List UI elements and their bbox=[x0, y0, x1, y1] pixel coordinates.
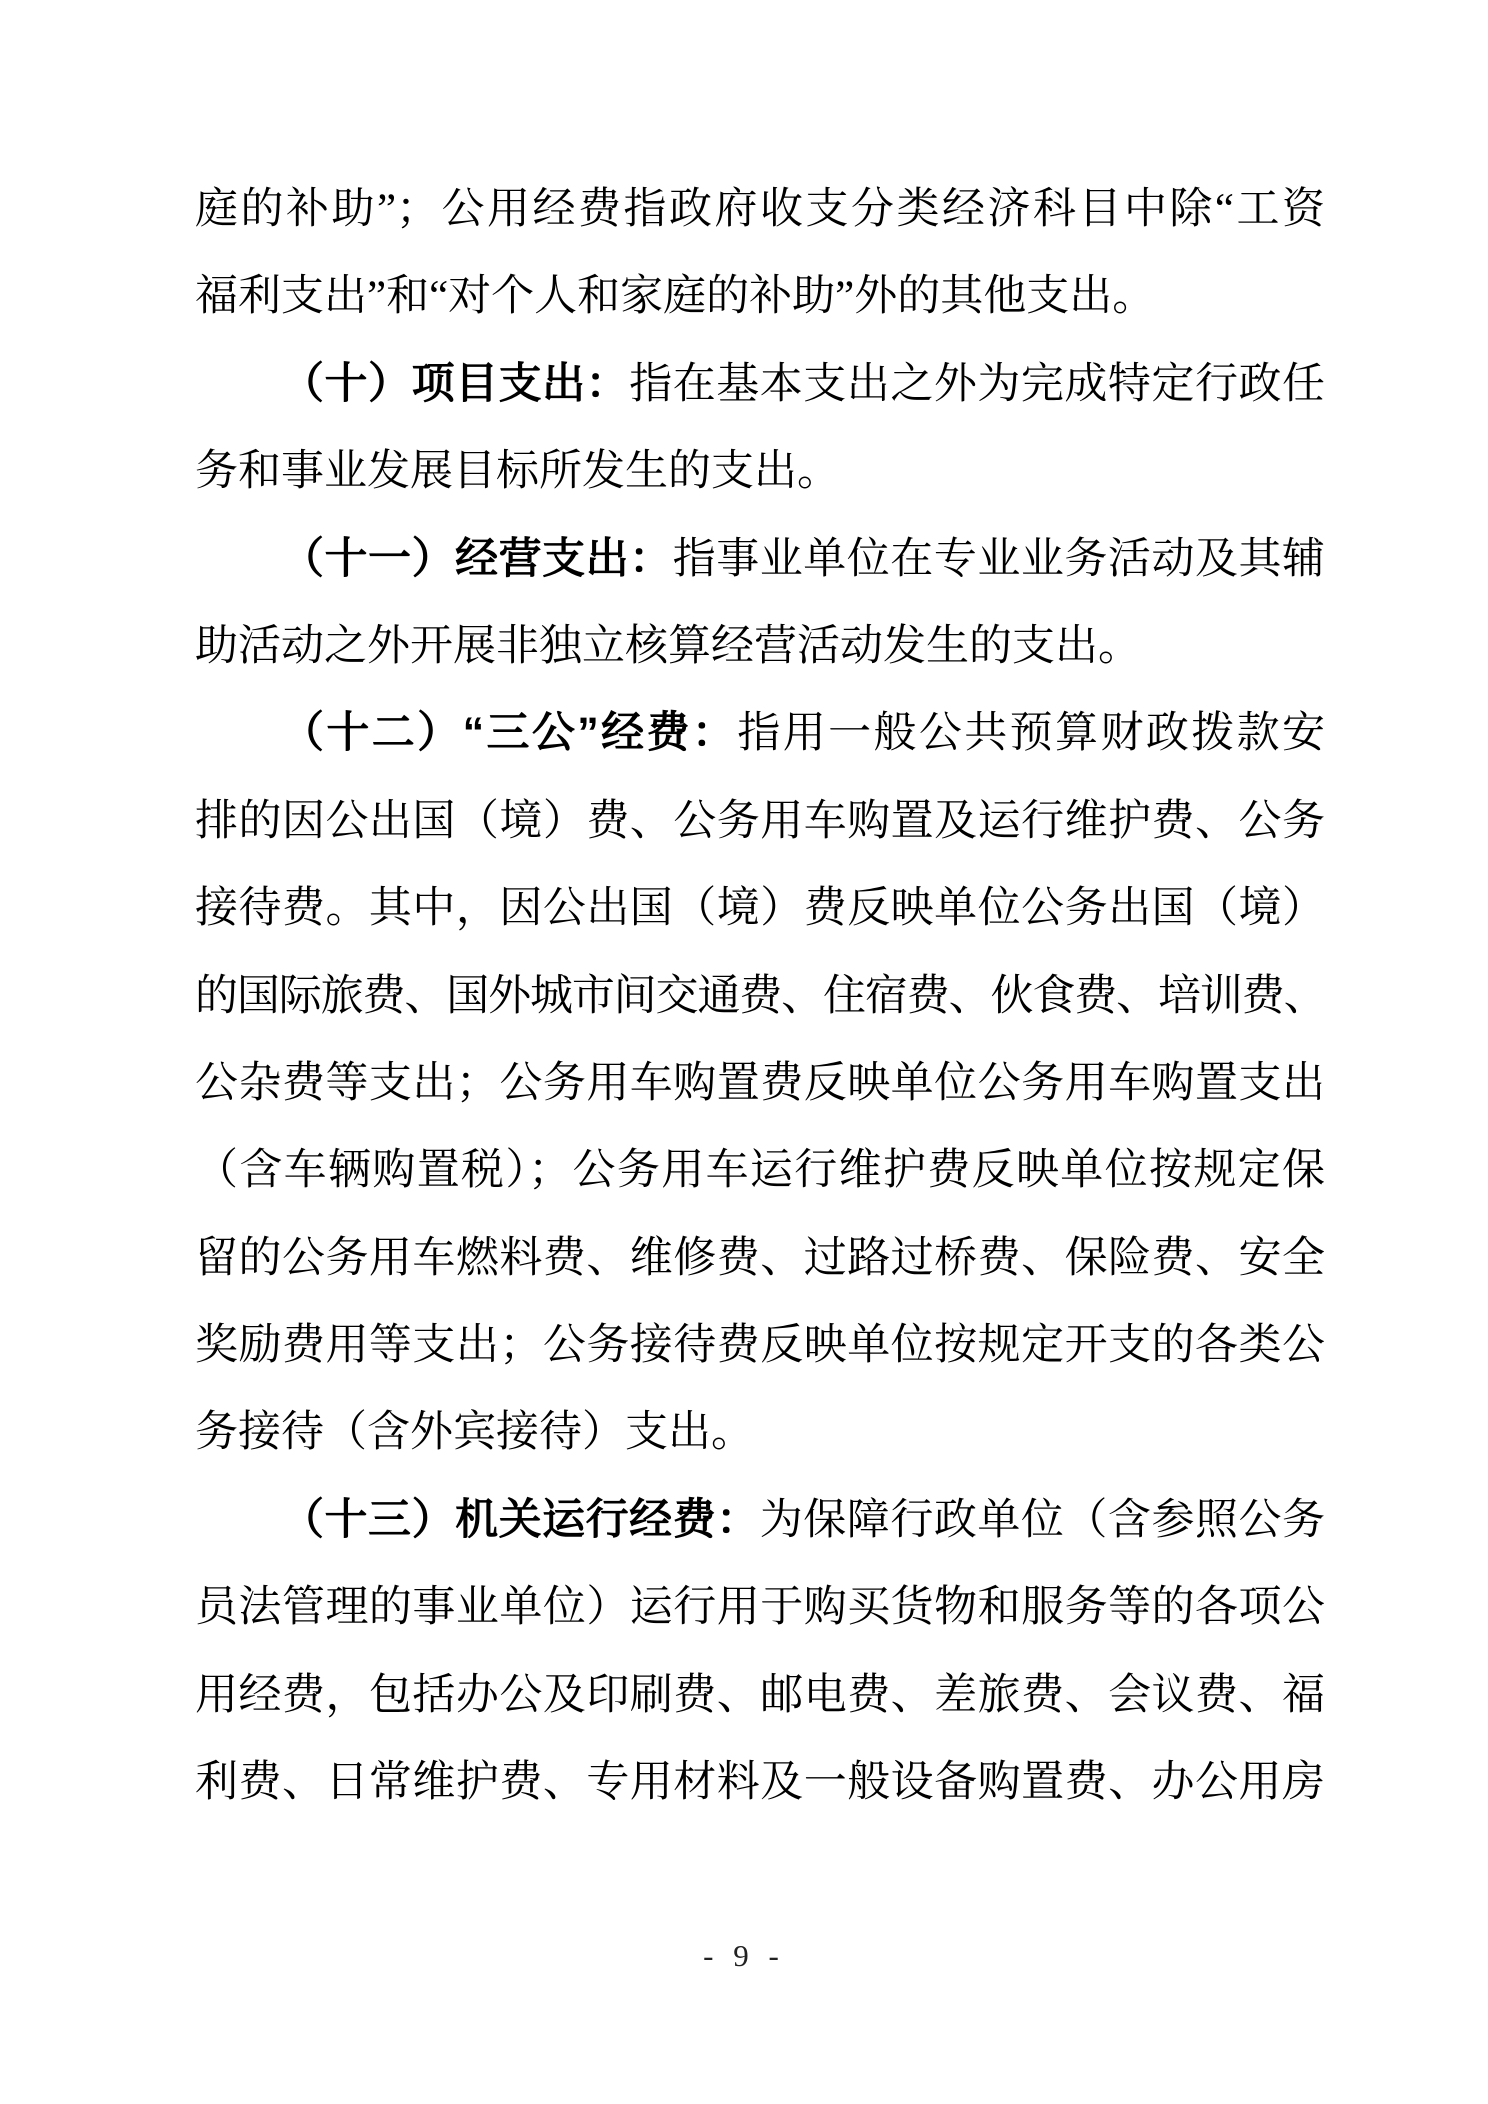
text-line bbox=[195, 253, 1325, 340]
text-line bbox=[195, 428, 1325, 515]
text-line bbox=[195, 865, 1325, 952]
text-line bbox=[195, 690, 1325, 777]
text-line bbox=[195, 166, 1325, 253]
line-text: 务接待（含外宾接待）支出。 bbox=[195, 1409, 754, 1457]
line-text: 接待费。其中，因公出国（境）费反映单位公务出国（境） bbox=[195, 885, 1325, 933]
line-text: 排的因公出国（境）费、公务用车购置及运行维护费、公务 bbox=[195, 797, 1325, 845]
line-text: （含车辆购置税）；公务用车运行维护费反映单位按规定保 bbox=[195, 1147, 1325, 1195]
line-text: 指用一般公共预算财政拨款安 bbox=[737, 710, 1326, 758]
text-line bbox=[195, 1302, 1325, 1389]
line-text: 助活动之外开展非独立核算经营活动发生的支出。 bbox=[195, 622, 1141, 670]
text-line bbox=[195, 1389, 1325, 1476]
text-line bbox=[195, 1040, 1325, 1127]
text-line bbox=[195, 1477, 1325, 1564]
line-text: 留的公务用车燃料费、维修费、过路过桥费、保险费、安全 bbox=[195, 1234, 1325, 1282]
line-text: 庭的补助”；公用经费指政府收支分类经济科目中除“工资 bbox=[195, 186, 1325, 233]
line-text: 用经费，包括办公及印刷费、邮电费、差旅费、会议费、福 bbox=[195, 1671, 1325, 1719]
term-label: （十一）经营支出： bbox=[281, 534, 673, 583]
line-text: 的国际旅费、国外城市间交通费、住宿费、伙食费、培训费、 bbox=[195, 972, 1325, 1020]
text-line bbox=[195, 953, 1325, 1040]
line-text: 务和事业发展目标所发生的支出。 bbox=[195, 448, 840, 496]
document-body bbox=[195, 166, 1325, 1826]
line-text: 公杂费等支出；公务用车购置费反映单位公务用车购置支出 bbox=[195, 1059, 1325, 1107]
term-label: （十二）“三公”经费： bbox=[281, 709, 738, 758]
term-label: （十三）机关运行经费： bbox=[281, 1495, 760, 1544]
text-line bbox=[195, 778, 1325, 865]
line-text: 指事业单位在专业业务活动及其辅 bbox=[672, 535, 1326, 583]
line-text: 员法管理的事业单位）运行用于购买货物和服务等的各项公 bbox=[195, 1584, 1325, 1632]
line-text: 利费、日常维护费、专用材料及一般设备购置费、办公用房 bbox=[195, 1759, 1325, 1807]
text-line bbox=[195, 1215, 1325, 1302]
line-text: 福利支出”和“对个人和家庭的补助”外的其他支出。 bbox=[195, 273, 1156, 321]
text-line bbox=[195, 1564, 1325, 1651]
term-label: （十）项目支出： bbox=[281, 359, 630, 408]
line-text: 为保障行政单位（含参照公务 bbox=[759, 1496, 1326, 1544]
text-line bbox=[195, 516, 1325, 603]
text-line bbox=[195, 341, 1325, 428]
text-line bbox=[195, 1739, 1325, 1826]
line-text: 指在基本支出之外为完成特定行政任 bbox=[629, 360, 1326, 408]
text-line bbox=[195, 1652, 1325, 1739]
text-line bbox=[195, 603, 1325, 690]
text-line bbox=[195, 1127, 1325, 1214]
page-number: - 9 - bbox=[703, 1938, 785, 1973]
line-text: 奖励费用等支出；公务接待费反映单位按规定开支的各类公 bbox=[195, 1322, 1325, 1370]
